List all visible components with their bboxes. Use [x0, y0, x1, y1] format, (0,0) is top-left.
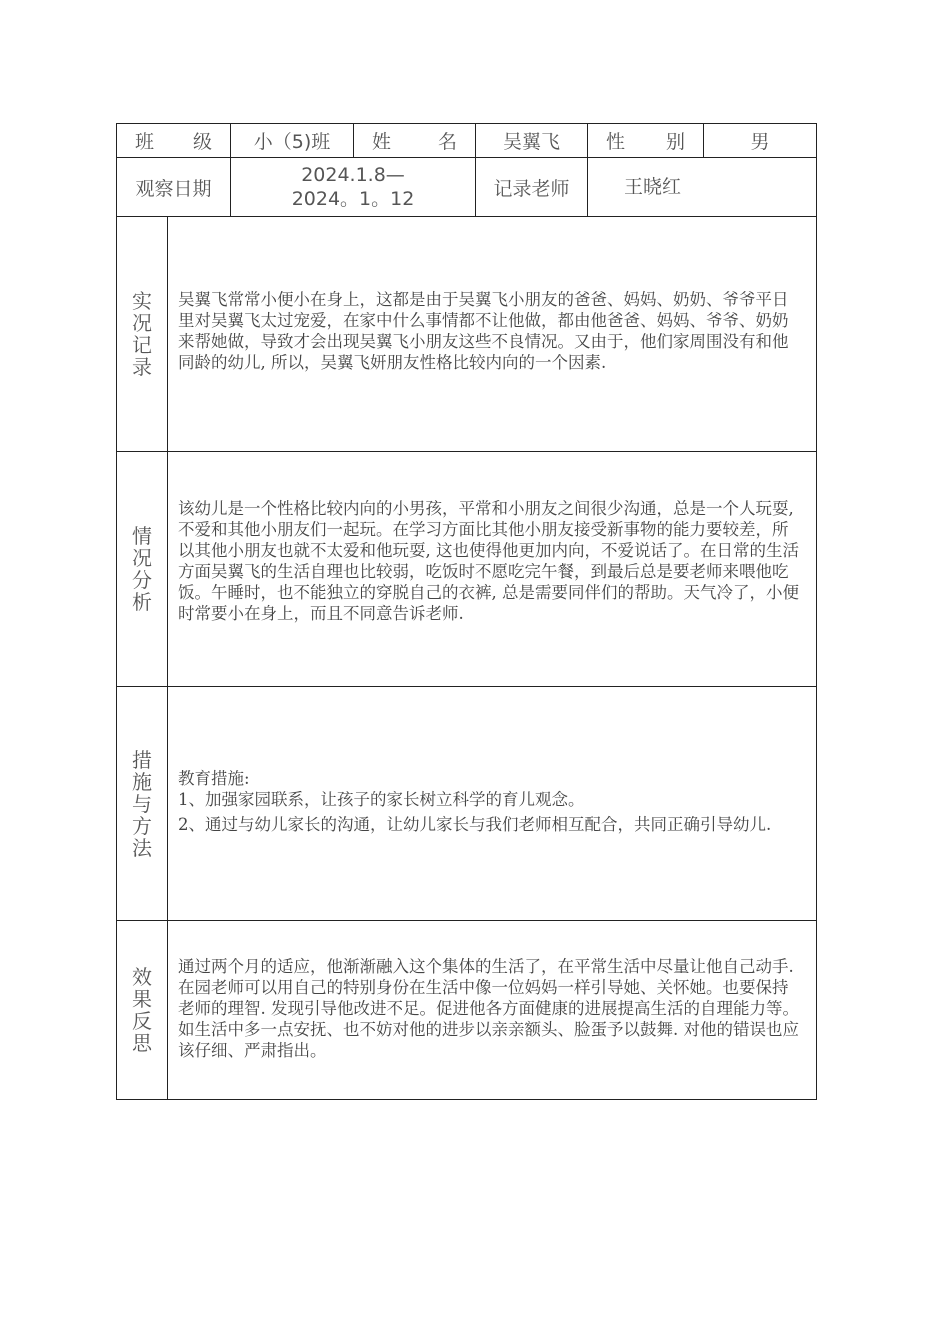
- record-label: 实况记录: [132, 289, 152, 379]
- date-value-line2: 2024。1。12: [291, 188, 415, 210]
- methods-section: [117, 687, 817, 921]
- analysis-label: 情况分析: [132, 524, 152, 614]
- analysis-text: 该幼儿是一个性格比较内向的小男孩，平常和小朋友之间很少沟通，总是一个人玩耍, 不爱和其他小朋友们一起玩。在学习方面比其他小朋友接受新事物的能力要较差，所以其他小朋友也就不太爱和他玩耍, 这也使得他更加内向，不爱说话了。在日常的生活方面吴翼飞的生活自理也比较弱，吃饭时不愿吃完午餐，到最后总是要老师来喂他吃饭。午睡时，也不能独立的穿脱自己的衣裤, 总是需要同伴们的帮助。天气冷了，小便时常要小在身上，而且不同意告诉老师.: [178, 499, 799, 623]
- methods-content-cell: [168, 687, 817, 921]
- class-label-cell: [117, 124, 231, 158]
- header-row-1: [117, 124, 817, 158]
- name-value: 吴翼飞: [476, 124, 588, 158]
- methods-label: 措施与方法: [132, 747, 152, 860]
- teacher-value: 王晓红: [588, 158, 817, 217]
- name-label: 姓 名: [372, 131, 457, 153]
- analysis-section: [117, 452, 817, 687]
- reflection-section: [117, 921, 817, 1100]
- record-text: 吴翼飞常常小便小在身上，这都是由于吴翼飞小朋友的爸爸、妈妈、奶奶、爷爷平日里对吴翼飞太过宠爱，在家中什么事情都不让他做，都由他爸爸、妈妈、爷爷、奶奶来帮她做，导致才会出现吴翼飞小朋友这些不良情况。又由于，他们家周围没有和他同龄的幼儿, 所以，吴翼飞妍朋友性格比较内向的一个因素.: [178, 290, 789, 372]
- date-label: 观察日期: [117, 158, 231, 217]
- date-value-cell: [231, 158, 476, 217]
- analysis-content-cell: [168, 452, 817, 687]
- methods-item-2: 2、通过与幼儿家长的沟通，让幼儿家长与我们老师相互配合，共同正确引导幼儿.: [178, 815, 772, 834]
- reflection-text: 通过两个月的适应，他渐渐融入这个集体的生活了，在平常生活中尽量让他自己动手. 在园老师可以用自己的特别身份在生活中像一位妈妈一样引导她、关怀她。也要保持老师的理智. 发现引导他改进不足。促进他各方面健康的进展提高生活的自理能力等。如生活中多一点安抚、也不妨对他的进步以亲亲额头、脸蛋予以鼓舞. 对他的错误也应该仔细、严肃指出。: [178, 957, 799, 1060]
- class-value: 小（5)班: [231, 124, 354, 158]
- header-row-2: [117, 158, 817, 217]
- reflection-label-cell: [117, 921, 168, 1100]
- observation-record-table: [116, 123, 817, 1100]
- class-label: 班 级: [135, 131, 212, 153]
- record-label-cell: [117, 217, 168, 452]
- methods-label-cell: [117, 687, 168, 921]
- reflection-content-cell: [168, 921, 817, 1100]
- methods-intro: 教育措施:: [178, 769, 250, 788]
- gender-value: 男: [704, 124, 817, 158]
- gender-label: 性 别: [606, 131, 685, 153]
- record-content-cell: [168, 217, 817, 452]
- record-section: [117, 217, 817, 452]
- date-value-line1: 2024.1.8—: [301, 164, 405, 186]
- reflection-label: 效果反思: [132, 965, 152, 1055]
- teacher-label: 记录老师: [476, 158, 588, 217]
- analysis-label-cell: [117, 452, 168, 687]
- gender-label-cell: [588, 124, 704, 158]
- methods-item-1: 1、加强家园联系，让孩子的家长树立科学的育儿观念。: [178, 790, 585, 809]
- name-label-cell: [354, 124, 476, 158]
